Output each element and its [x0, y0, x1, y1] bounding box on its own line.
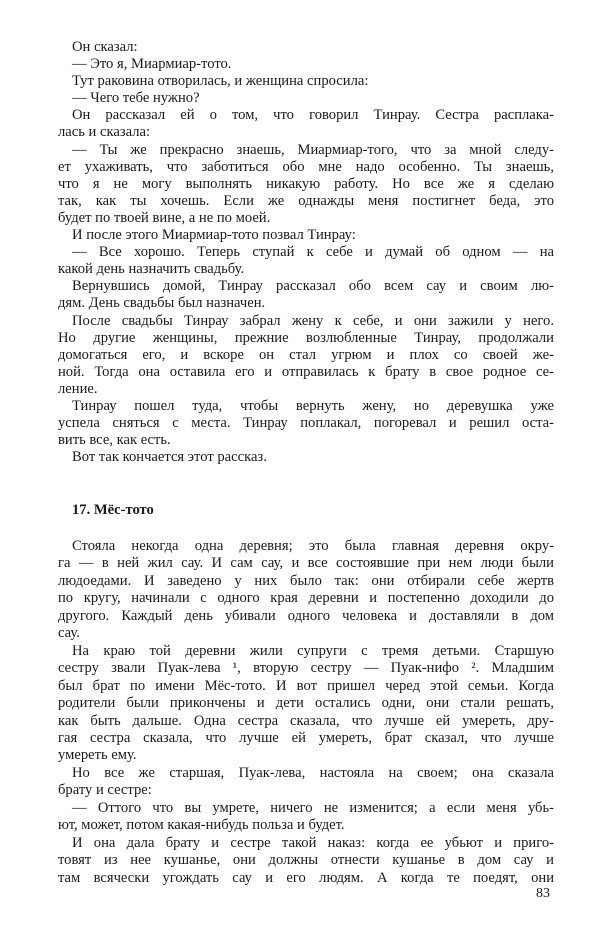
text-line: так, как ты хочешь. Если же однажды меня постигнет беда, это	[58, 192, 554, 209]
story-ending-text	[58, 39, 554, 466]
text-line: га — в ней жил сау. И сам сау, и все состоявшие при нем люди были	[58, 555, 554, 572]
text-line: сау.	[58, 625, 80, 642]
text-line: товят из нее кушанье, они должны отнести кушанье в дом сау и	[58, 852, 554, 869]
text-line: Вернувшись домой, Тинрау рассказал обо всем сау и своим лю-	[72, 278, 554, 295]
text-line: родители были прикончены и дети остались одни, они стали решать,	[58, 695, 554, 712]
text-line: будет по твоей вине, а не по моей.	[58, 209, 271, 226]
text-line: как быть дальше. Одна сестра сказала, что лучше ей умереть, дру-	[58, 712, 554, 729]
text-line: другого. Каждый день убивали одного человека и доставляли в дом	[58, 607, 554, 624]
text-line: лась и сказала:	[58, 124, 151, 141]
text-line: гая сестра сказала, что лучше ей умереть, брат сказал, что лучше	[58, 729, 554, 746]
text-line: После свадьбы Тинрау забрал жену к себе, и они зажили у него.	[72, 312, 554, 329]
text-line: Он сказал:	[72, 39, 138, 55]
text-line: И она дала брату и сестре такой наказ: когда ее убьют и приго-	[72, 834, 554, 851]
text-line: Но все же старшая, Пуак-лева, настояла на своем; она сказала	[72, 764, 554, 781]
text-line: Стояла некогда одна деревня; это была главная деревня окру-	[72, 538, 554, 554]
text-line: Вот так кончается этот рассказ.	[72, 449, 267, 466]
text-line: сестру звали Пуак-лева ¹, вторую сестру — Пуак-нифо ². Младшим	[58, 660, 554, 677]
text-line: успела сняться с места. Тинрау поплакал, погоревал и решил оста-	[58, 415, 554, 432]
text-line: людоедами. И заведено у них было так: они отбирали себе жертв	[58, 572, 554, 589]
text-line: — Все хорошо. Теперь ступай к себе и думай об одном — на	[72, 244, 554, 261]
text-line: ет ухаживать, что заботиться обо мне надо особенно. Ты знаешь,	[58, 158, 554, 175]
text-line: — Оттого что вы умрете, ничего не изменится; а если меня убь-	[72, 799, 554, 816]
page-number: 83	[536, 886, 550, 901]
text-line: был брат по имени Мёс-тото. И вот пришел черед этой семьи. Когда	[58, 677, 554, 694]
text-line: — Чего тебе нужно?	[72, 90, 200, 107]
text-line: что я не могу выполнять никакую работу. Но все же я сделаю	[58, 175, 554, 192]
text-line: И после этого Миармиар-тото позвал Тинрау:	[72, 227, 356, 244]
text-line: Он рассказал ей о том, что говорил Тинрау. Сестра расплака-	[72, 107, 554, 124]
text-line: умереть ему.	[58, 747, 137, 764]
text-line: ют, может, потом какая-нибудь польза и будет.	[58, 817, 345, 834]
text-line: Тут раковина отворилась, и женщина спросила:	[72, 73, 369, 90]
text-line: домогаться его, и вскоре он стал угрюм и плох со своей же-	[58, 346, 554, 363]
text-line: — Это я, Миармиар-тото.	[72, 56, 232, 73]
text-line: — Ты же прекрасно знаешь, Миармиар-того, что за мной следу-	[72, 141, 554, 158]
text-line: дям. День свадьбы был назначен.	[58, 295, 266, 312]
text-line: ление.	[58, 380, 98, 397]
chapter-body-text	[58, 538, 554, 887]
text-line: какой день назначить свадьбу.	[58, 261, 245, 278]
text-line: Но другие женщины, прежние возлюбленные Тинрау, продолжали	[58, 329, 554, 346]
text-line: ной. Тогда она оставила его и отправилась к брату в свое родное се-	[58, 363, 554, 380]
text-line: по кругу, начинали с одного края деревни и постепенно доходили до	[58, 590, 554, 607]
chapter-heading: 17. Мёс-тото	[72, 502, 154, 518]
text-line: брату и сестре:	[58, 782, 152, 799]
text-line: На краю той деревни жили супруги с тремя детьми. Старшую	[72, 642, 554, 659]
text-line: там всячески угождать сау и его людям. А когда те поедят, они	[58, 869, 554, 886]
text-line: Тинрау пошел туда, чтобы вернуть жену, но деревушка уже	[72, 397, 554, 414]
text-line: вить все, как есть.	[58, 432, 171, 449]
